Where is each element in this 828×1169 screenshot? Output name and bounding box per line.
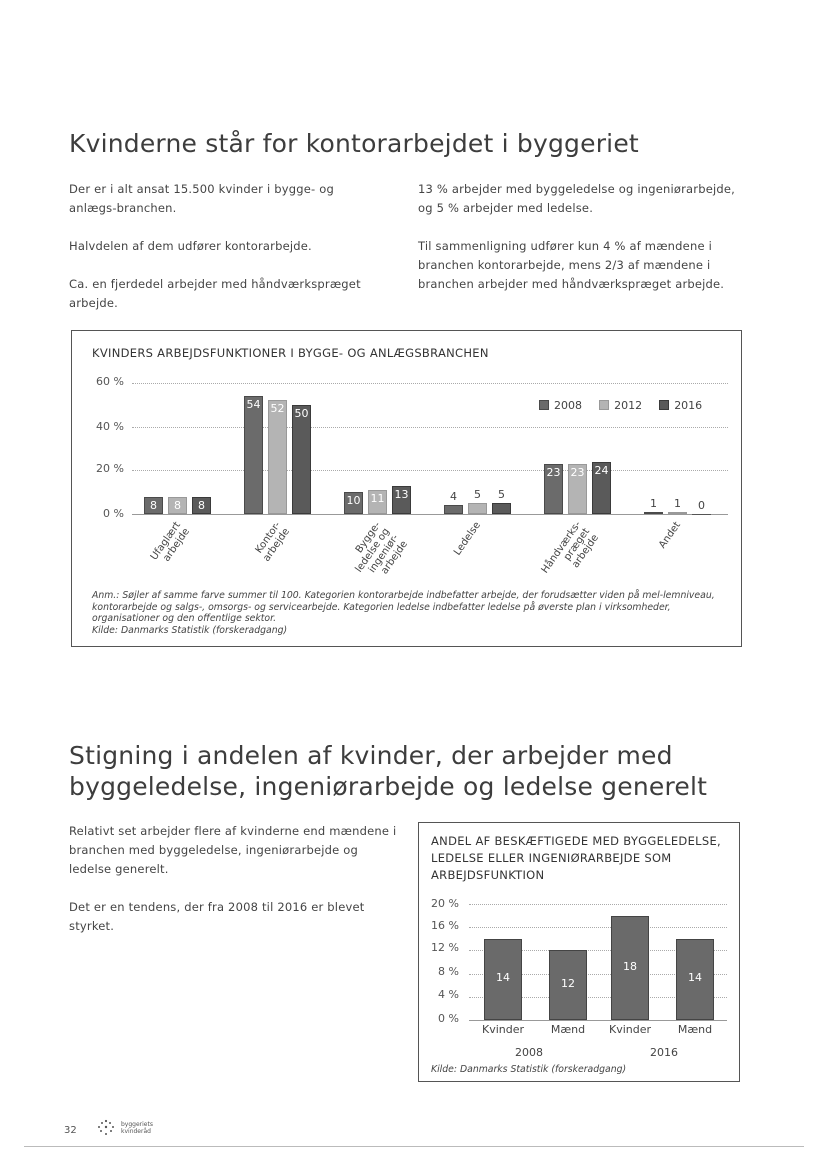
paragraph: Halvdelen af dem udfører kontorarbejde. xyxy=(69,239,312,253)
chart1-plot xyxy=(72,331,741,581)
logo-icon xyxy=(92,1118,120,1138)
data-label: 52 xyxy=(270,402,285,416)
bar xyxy=(244,396,263,514)
bar xyxy=(492,503,511,514)
chart1-note-text: Anm.: Søjler af samme farve summer til 100. Kategorien kontorarbejde indbefatter arbejde, der forudsætter viden på mel-lemniveau, kontorarbejde og salgs-, omsorgs- og servicearbejde. Kategorien ledelse indbefatter ledelse på øverste plan i virksomheder, organisationer og den offentlige sektor. xyxy=(92,590,715,624)
y-tick: 20 % xyxy=(431,897,459,910)
category-label: Mænd xyxy=(677,1023,713,1036)
category-label: Andet xyxy=(657,520,684,551)
category-label: Bygge-ledelse og ingeniør-arbejde xyxy=(353,520,411,577)
chart2-title: ANDEL AF BESKÆFTIGEDE MED BYGGELEDELSE, LEDELSE ELLER INGENIØRARBEJDE SOM ARBEJDSFUNKTION xyxy=(431,834,721,882)
bar xyxy=(468,503,487,514)
data-label: 8 xyxy=(150,498,157,512)
y-tick: 8 % xyxy=(438,965,459,978)
legend-label: 2008 xyxy=(554,398,582,412)
data-label: 14 xyxy=(496,971,510,985)
section1-heading: Kvinderne står for kontorarbejdet i byggeriet xyxy=(69,129,639,158)
y-tick: 0 % xyxy=(103,507,124,520)
data-label: 54 xyxy=(246,398,261,412)
data-label: 10 xyxy=(346,494,361,508)
data-label: 12 xyxy=(561,977,575,991)
data-label: 1 xyxy=(674,496,681,510)
chart1-box xyxy=(71,330,742,647)
y-tick: 20 % xyxy=(96,462,124,475)
paragraph: Ca. en fjerdedel arbejder med håndværkspræget arbejde. xyxy=(69,277,361,310)
data-label: 23 xyxy=(570,465,585,479)
footer-rule xyxy=(24,1146,804,1147)
data-label: 11 xyxy=(370,491,385,505)
bar xyxy=(644,512,663,514)
category-label: Kontor-arbejde xyxy=(253,520,293,564)
chart2-source: Kilde: Danmarks Statistik (forskeradgang) xyxy=(431,1064,627,1075)
category-label: Ledelse xyxy=(452,520,484,558)
paragraph: Til sammenligning udfører kun 4 % af mændene i branchen kontorarbejde, mens 2/3 af mændene i branchen arbejder med håndværkspræget arbejde. xyxy=(418,239,725,291)
bar xyxy=(444,505,463,514)
data-label: 24 xyxy=(594,463,609,477)
y-tick: 16 % xyxy=(431,919,459,932)
data-label: 14 xyxy=(688,971,702,985)
category-label: Mænd xyxy=(550,1023,586,1036)
paragraph: 13 % arbejder med byggeledelse og ingeniørarbejde, og 5 % arbejder med ledelse. xyxy=(418,182,736,215)
y-tick: 0 % xyxy=(438,1012,459,1025)
category-label: Kvinder xyxy=(481,1023,525,1036)
data-label: 18 xyxy=(623,959,637,973)
data-label: 23 xyxy=(546,465,561,479)
data-label: 13 xyxy=(394,487,409,501)
data-label: 5 xyxy=(474,488,481,502)
chart2-box xyxy=(418,822,740,1082)
section1-left-column xyxy=(69,180,379,313)
data-label: 50 xyxy=(294,406,309,420)
paragraph: Det er en tendens, der fra 2008 til 2016 er blevet styrket. xyxy=(69,900,365,933)
y-tick: 60 % xyxy=(96,375,124,388)
category-label: Ufaglært arbejde xyxy=(148,520,193,564)
group-label: 2008 xyxy=(515,1046,543,1059)
legend-label: 2012 xyxy=(614,398,643,412)
chart2-plot xyxy=(419,823,739,1063)
data-label: 0 xyxy=(698,499,705,512)
chart1-title: KVINDERS ARBEJDSFUNKTIONER I BYGGE- OG ANLÆGSBRANCHEN xyxy=(92,346,489,360)
section2-heading xyxy=(69,740,707,802)
bar xyxy=(668,512,687,514)
data-label: 8 xyxy=(198,498,205,512)
section2-text xyxy=(69,822,399,936)
category-label: Håndværks-præget arbejde xyxy=(539,519,602,576)
y-tick: 40 % xyxy=(96,420,124,433)
category-label: Kvinder xyxy=(608,1023,652,1036)
y-tick: 4 % xyxy=(438,988,459,1001)
bar xyxy=(692,514,711,515)
y-tick: 12 % xyxy=(431,941,459,954)
logo-text: byggeriets kvinderåd xyxy=(121,1121,153,1135)
legend-label: 2016 xyxy=(674,398,703,412)
heading-line: Stigning i andelen af kvinder, der arbejder med xyxy=(69,741,673,770)
paragraph: Relativt set arbejder flere af kvinderne end mændene i branchen med byggeledelse, ingeniørarbejde og ledelse generelt. xyxy=(69,824,397,876)
paragraph: Der er i alt ansat 15.500 kvinder i bygge- og anlægs-branchen. xyxy=(69,182,334,215)
chart1-source: Kilde: Danmarks Statistik (forskeradgang) xyxy=(92,624,288,636)
data-label: 4 xyxy=(450,490,457,504)
bar xyxy=(268,400,287,514)
bar xyxy=(292,405,311,514)
section1-right-column xyxy=(418,180,738,294)
chart1-note xyxy=(92,590,732,636)
group-label: 2016 xyxy=(650,1046,678,1059)
data-label: 1 xyxy=(650,496,657,510)
page-number: 32 xyxy=(64,1125,77,1136)
data-label: 5 xyxy=(498,488,505,502)
data-label: 8 xyxy=(174,498,181,512)
heading-line: byggeledelse, ingeniørarbejde og ledelse generelt xyxy=(69,772,708,801)
